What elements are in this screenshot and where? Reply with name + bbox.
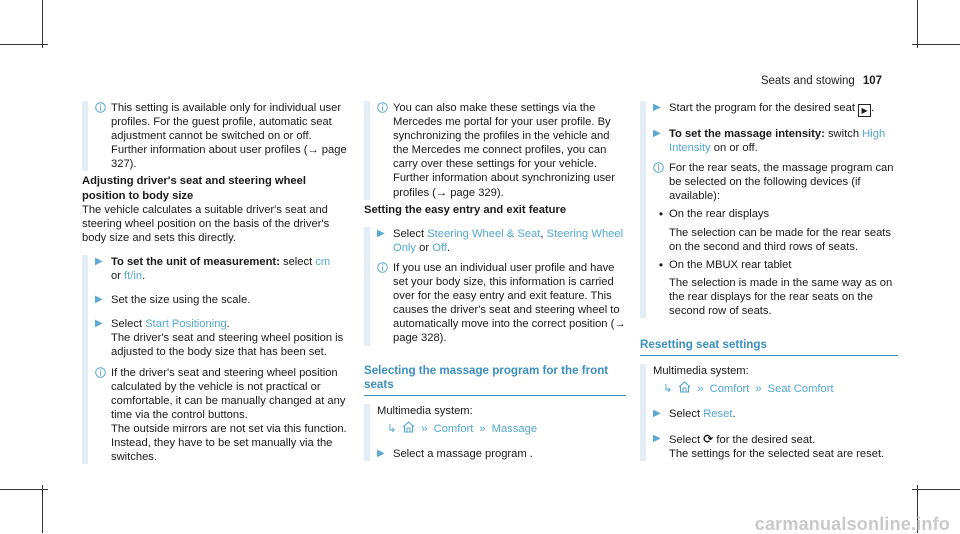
section-massage-program: Selecting the massage program for the front seats (364, 364, 626, 396)
steps-block (640, 101, 898, 318)
steps-block (364, 404, 626, 461)
crop-mark (42, 0, 43, 48)
note-text: You can also make these settings via the Mercedes me portal for your user profile. By synchronizing the profiles in the vehicle and the Mercedes me connect profiles, you can carry over these settings for your vehicle. Further information about synchronizing user profiles (→ page 329). (393, 102, 615, 199)
menu-item-seat-comfort[interactable]: Seat Comfort (767, 383, 834, 396)
option-reset[interactable]: Reset (703, 408, 733, 421)
option-off[interactable]: Off (432, 241, 447, 254)
seat-reset-icon[interactable]: ⟳ (703, 431, 714, 446)
chevron-double-right-icon: » (479, 422, 486, 435)
system-label: Multimedia system: (653, 365, 749, 378)
steps-block (640, 364, 898, 460)
menu-item-massage[interactable]: Massage (491, 422, 538, 435)
step-arrow-icon: ▶ (95, 255, 103, 267)
menu-item-comfort[interactable]: Comfort (433, 422, 474, 435)
option-high-intensity[interactable]: High Intensity (669, 128, 886, 155)
step-arrow-icon: ▶ (653, 102, 661, 113)
menu-path (377, 421, 626, 437)
column-3 (640, 101, 898, 461)
step-arrow-icon: ▶ (377, 447, 385, 459)
home-icon[interactable] (678, 381, 691, 397)
chevron-double-right-icon: » (421, 422, 428, 435)
option-steering-wheel-seat[interactable]: Steering Wheel & Seat (427, 227, 541, 240)
list-item: • On the rear displays The selection can be made for the rear seats on the second and third rows of seats. (653, 207, 898, 253)
note-text: This setting is available only for individual user profiles. For the guest profile, automatic seat adjustment cannot be switched on or off. Further information about user profiles (→ page 327). (111, 102, 347, 171)
heading-easy-entry: Setting the easy entry and exit feature (364, 203, 567, 216)
crop-mark (0, 44, 48, 45)
crop-mark (42, 485, 43, 533)
crop-mark (917, 0, 918, 48)
bullet-icon: • (658, 207, 664, 222)
step-reset: ▶ Select Reset. (653, 408, 736, 421)
info-icon (377, 101, 393, 200)
step-arrow-icon: ▶ (653, 432, 661, 444)
step-arrow-icon: ▶ (95, 318, 103, 330)
info-icon (95, 101, 111, 171)
path-arrow-icon: ↳ (663, 383, 673, 396)
step-arrow-icon: ▶ (653, 128, 661, 139)
step-massage-select: ▶ Select a massage program . (377, 447, 533, 460)
heading-adjust-body-size: Adjusting driver's seat and steering wheel position to body size (82, 175, 306, 202)
step-result: The settings for the selected seat are reset. (669, 447, 885, 460)
steps-block (364, 227, 626, 346)
section-title: Seats and stowing (760, 75, 855, 87)
column-2 (364, 101, 626, 461)
step-result: The driver's seat and steering wheel position is adjusted to the body size that has been set. (111, 332, 344, 359)
step-scale: ▶ Set the size using the scale. (95, 294, 251, 307)
note-block (82, 101, 350, 171)
step-massage-intensity: ▶ To set the massage intensity: switch High Intensity on or off. (653, 128, 886, 155)
option-steering-wheel-only[interactable]: Steering Wheel Only (393, 227, 624, 254)
device-list (653, 207, 898, 318)
path-arrow-icon: ↳ (387, 422, 397, 435)
step-arrow-icon: ▶ (377, 227, 385, 239)
step-unit: ▶ To set the unit of measurement: select cm or ft/in. (95, 255, 331, 283)
page-number: 107 (862, 75, 882, 87)
step-easy-entry-select: ▶ Select Steering Wheel & Seat, Steering Wheel Only or Off. (377, 227, 624, 254)
chevron-double-right-icon: » (755, 383, 762, 396)
page-header (761, 74, 882, 88)
watermark: carmanualsonline.info (754, 513, 950, 534)
section-reset-seat: Resetting seat settings (640, 338, 898, 356)
menu-path (653, 381, 898, 397)
info-icon (95, 366, 111, 465)
step-start-positioning: ▶ Select Start Positioning. The driver's seat and steering wheel position is adjusted to the body size that has been set. (95, 318, 344, 359)
menu-item-comfort[interactable]: Comfort (709, 383, 750, 396)
step-confirm-reset: ▶ Select ⟳ for the desired seat. The settings for the selected seat are reset. (653, 431, 885, 460)
option-start-positioning[interactable]: Start Positioning (145, 318, 227, 331)
option-ft-in[interactable]: ft/in (124, 270, 143, 283)
intro-text: The vehicle calculates a suitable driver's seat and steering wheel position on the basis of the driver's body size and sets this directly. (82, 203, 330, 244)
note-text: The outside mirrors are not set via this function. Instead, they have to be set manually via the switches. (111, 422, 347, 464)
list-item: • On the MBUX rear tablet The selection is made in the same way as on the rear displays for the rear seats on the second row of seats. (653, 258, 898, 318)
column-1 (82, 101, 350, 464)
step-start-program: ▶ Start the program for the desired seat ▶ . (653, 102, 875, 115)
option-cm[interactable]: cm (315, 255, 331, 268)
crop-mark (0, 489, 48, 490)
crop-mark (912, 489, 960, 490)
note-text: If you use an individual user profile and have set your body size, this information is carried over for the easy entry and exit feature. This causes the driver's seat and steering wheel to automatically move into the correct position (→ page 328). (393, 261, 626, 345)
system-label: Multimedia system: (377, 404, 473, 417)
note-block (364, 101, 626, 200)
note-text: If the driver's seat and steering wheel position calculated by the vehicle is not practical or comfortable, it can be manually changed at any time via the control buttons. (111, 366, 346, 421)
steps-block (82, 255, 350, 464)
bullet-icon: • (658, 257, 664, 272)
chevron-double-right-icon: » (697, 383, 704, 396)
play-icon[interactable]: ▶ (858, 104, 871, 117)
info-icon (653, 161, 669, 203)
step-arrow-icon: ▶ (653, 408, 661, 420)
info-icon (377, 261, 393, 346)
crop-mark (912, 44, 960, 45)
step-arrow-icon: ▶ (95, 294, 103, 306)
home-icon[interactable] (402, 421, 415, 437)
note-text: For the rear seats, the massage program can be selected on the following devices (if available): (669, 162, 894, 203)
